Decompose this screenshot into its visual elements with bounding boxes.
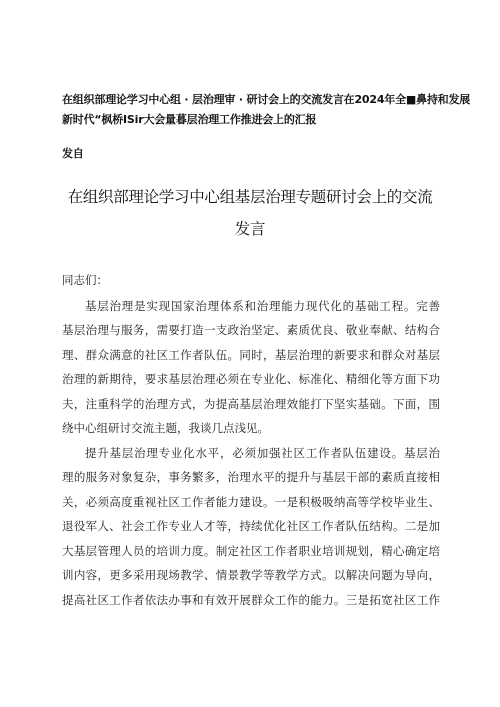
paragraph-line: 训内容，更多采用现场教学、情景教学等教学方式。以解决问题为导向， (62, 568, 440, 582)
paragraph-line: 治理的新期待，要求基层治理必须在专业化、标准化、精细化等方面下功 (62, 372, 440, 386)
salutation: 同志们： (62, 273, 108, 287)
document-body (62, 268, 440, 612)
heading-line-2: 新时代“枫桥ISir大会量暮层治理工作推进会上的汇报 (62, 113, 317, 126)
title-line-1: 在组织部理论学习中心组基层治理专题研讨会上的交流 (67, 188, 433, 206)
paragraph-line: 大基层管理人员的培训力度。制定社区工作者职业培训规划，精心确定培 (62, 543, 440, 558)
title-line-2: 发言 (234, 220, 266, 238)
paragraph-line: 退役军人、社会工作专业人才等，持续优化社区工作者队伍结构。二是加 (62, 519, 440, 533)
paragraph-2 (62, 441, 440, 613)
paragraph-line: 关，必须高度重视社区工作者能力建设。一是积极吸纳高等学校毕业生、 (62, 494, 440, 509)
paragraph-line: 夫，注重科学的治理方式，为提高基层治理效能打下坚实基础。下面，围 (62, 396, 440, 411)
paragraph-line: 基层治理与服务，需要打造一支政治坚定、素质优良、敬业奉献、结构合 (62, 323, 440, 337)
document-title (40, 181, 460, 245)
paragraph-line: 理、群众满意的社区工作者队伍。同时，基层治理的新要求和群众对基层 (62, 347, 440, 362)
heading-line-3: 发自 (62, 147, 84, 160)
paragraph-line: 提升基层治理专业化水平，必须加强社区工作者队伍建设。基层治 (85, 445, 440, 460)
document-heading-block (62, 90, 471, 164)
heading-line-1: 在组织部理论学习中心组 · 层治理审 · 研讨会上的交流发言在2024年全■鼻持和发展 (62, 93, 471, 106)
paragraph-line: 绕中心组研讨交流主题，我谈几点浅见。 (62, 421, 269, 435)
paragraph-line: 理的服务对象复杂，事务繁多，治理水平的提升与基层干部的素质直接相 (62, 470, 440, 484)
paragraph-line: 提高社区工作者依法办事和有效开展群众工作的能力。三是拓宽社区工作 (62, 592, 440, 607)
paragraph-line: 基层治理是实现国家治理体系和治理能力现代化的基础工程。完善 (85, 298, 440, 313)
paragraph-1 (62, 294, 440, 441)
